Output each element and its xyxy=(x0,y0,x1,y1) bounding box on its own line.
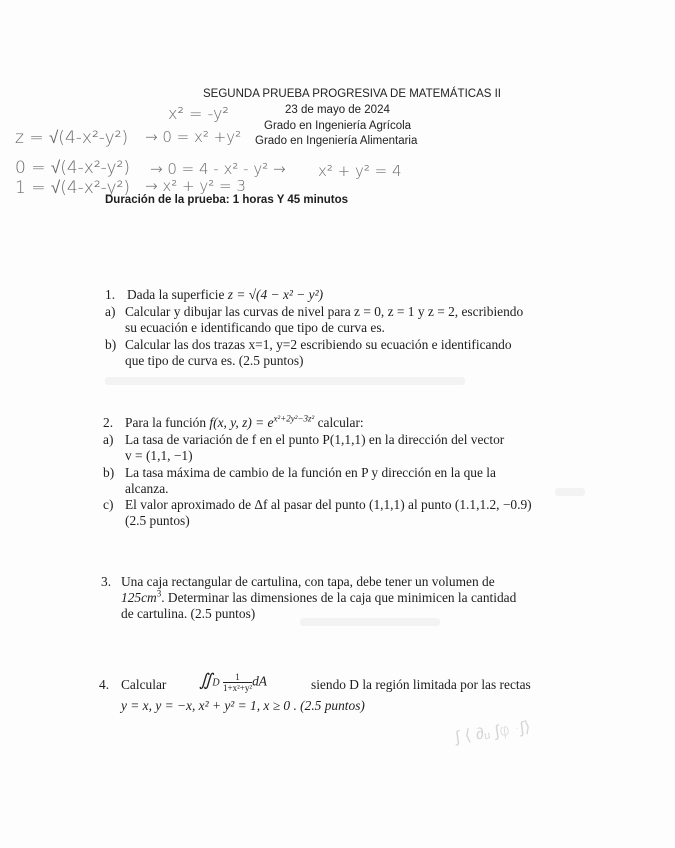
degree-alimentaria: Grado en Ingeniería Alimentaria xyxy=(255,135,418,147)
question-text: . Determinar las dimensiones de la caja que minimicen la cantidad xyxy=(161,590,517,606)
question-number: 2. xyxy=(103,415,114,430)
item-text: su ecuación e identificando que tipo de curva es. xyxy=(125,320,385,336)
item-label: a) xyxy=(105,304,116,320)
fraction-numerator: 1 xyxy=(223,672,252,683)
question-text: siendo D la región limitada por las rectas xyxy=(311,677,531,692)
item-text: Calcular y dibujar las curvas de nivel para z = 0, z = 1 y z = 2, escribiendo xyxy=(125,304,524,320)
question-text: Calcular xyxy=(121,677,167,692)
math-expression: dA xyxy=(252,673,267,689)
question-2 xyxy=(103,415,571,529)
scan-smudge xyxy=(105,377,465,385)
handwritten-note: → x² + y² = 3 xyxy=(145,177,246,195)
item-text: Calcular las dos trazas x=1, y=2 escribiendo su ecuación e identificando xyxy=(125,336,512,352)
question-stem: calcular: xyxy=(314,415,364,430)
item-label: b) xyxy=(103,464,115,480)
question-stem: Dada la superficie xyxy=(127,287,228,302)
question-1 xyxy=(105,287,570,369)
item-text: La tasa máxima de cambio de la función en P y dirección en la que la xyxy=(125,464,496,480)
handwritten-note: x² + y² = 4 xyxy=(318,162,402,180)
item-text: La tasa de variación de f en el punto P(1,1,1) en la dirección del vector xyxy=(125,432,505,448)
exam-title: SEGUNDA PRUEBA PROGRESIVA DE MATEMÁTICAS II xyxy=(203,88,502,100)
double-integral-symbol: ∬ xyxy=(199,670,213,690)
math-expression: z = √(4 − x² − y²) xyxy=(227,287,324,302)
question-text: Una caja rectangular de cartulina, con tapa, debe tener un volumen de xyxy=(121,574,495,589)
handwritten-note: → 0 = x² +y² xyxy=(145,128,242,146)
item-text: v = (1,1, −1) xyxy=(125,448,193,464)
item-label: b) xyxy=(105,336,117,352)
item-text: El valor aproximado de Δf al pasar del punto (1,1,1) al punto (1.1,1.2, −0.9) xyxy=(125,497,532,513)
handwritten-note: z = √(4-x²-y²) xyxy=(15,128,129,148)
exam-duration: Duración de la prueba: 1 horas Y 45 minutos xyxy=(105,194,349,206)
fraction-denominator: 1+x²+y² xyxy=(223,683,253,693)
math-expression: y = x, y = −x, x² + y² = 1, x ≥ 0 . (2.5 puntos) xyxy=(121,698,365,713)
item-text: (2.5 puntos) xyxy=(125,513,190,529)
math-exponent: x²+2y²−3z² xyxy=(273,413,315,424)
question-stem: Para la función xyxy=(125,415,210,430)
item-text: alcanza. xyxy=(125,480,169,496)
faint-handwriting: ∫ ⟨ ∂ᵤ ∫φ ·∫⟩ xyxy=(453,716,532,747)
question-text: de cartulina. (2.5 puntos) xyxy=(121,606,256,622)
item-label: c) xyxy=(103,497,114,513)
question-4 xyxy=(99,670,575,714)
handwritten-note: 0 = √(4-x²-y²) xyxy=(15,158,130,178)
question-number: 4. xyxy=(99,677,110,692)
question-number: 3. xyxy=(101,574,112,589)
handwritten-note: → 0 = 4 - x² - y² → xyxy=(150,160,286,178)
math-exponent: 3 xyxy=(156,588,162,599)
item-text: que tipo de curva es. (2.5 puntos) xyxy=(125,352,304,368)
handwritten-note: 1 = √(4-x²-y²) xyxy=(15,178,130,198)
question-3 xyxy=(101,574,573,623)
question-number: 1. xyxy=(105,287,116,302)
math-expression: 125cm xyxy=(121,590,157,606)
math-expression: f(x, y, z) = e xyxy=(209,415,274,430)
item-label: a) xyxy=(103,432,114,448)
integral-domain: D xyxy=(212,677,220,689)
exam-date: 23 de mayo de 2024 xyxy=(285,104,390,116)
handwritten-note: x² = -y² xyxy=(168,104,229,123)
degree-agricola: Grado en Ingeniería Agrícola xyxy=(264,120,412,132)
